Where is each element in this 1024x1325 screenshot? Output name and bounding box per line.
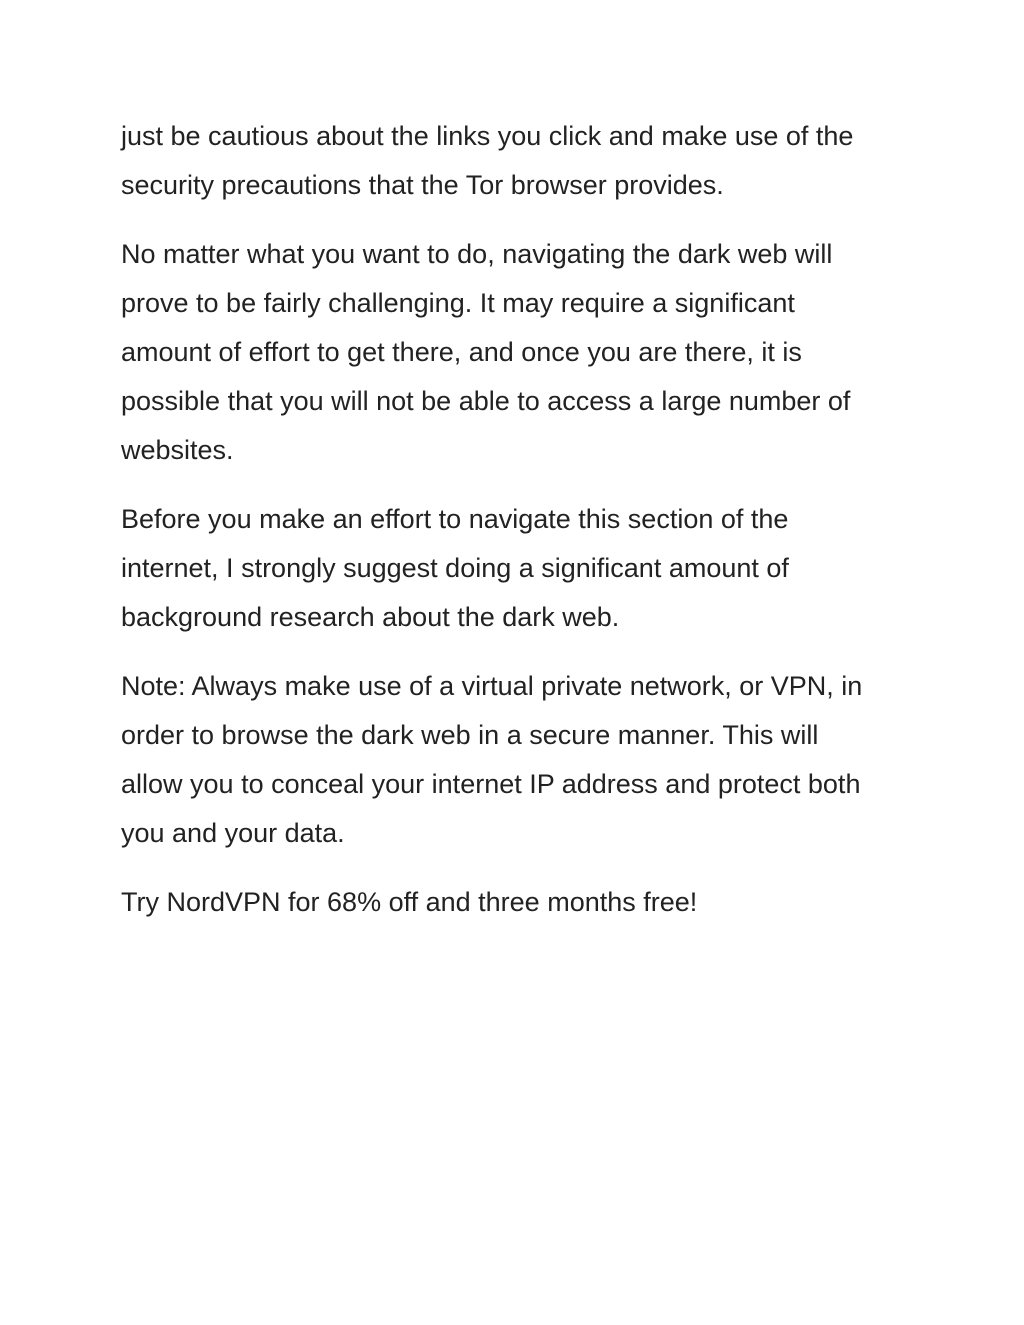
- paragraph-vpn-note: [121, 662, 921, 858]
- text-line: order to browse the dark web in a secure manner. This will: [121, 720, 819, 750]
- text-line: No matter what you want to do, navigating the dark web will: [121, 239, 833, 269]
- text-line: amount of effort to get there, and once you are there, it is: [121, 337, 802, 367]
- text-line: prove to be fairly challenging. It may require a significant: [121, 288, 795, 318]
- text-line: allow you to conceal your internet IP address and protect both: [121, 769, 861, 799]
- document-page: [121, 112, 921, 947]
- text-line: Before you make an effort to navigate this section of the: [121, 504, 789, 534]
- text-line: Note: Always make use of a virtual private network, or VPN, in: [121, 671, 863, 701]
- text-line: Try NordVPN for 68% off and three months free!: [121, 887, 698, 917]
- text-line: websites.: [121, 435, 234, 465]
- text-line: internet, I strongly suggest doing a significant amount of: [121, 553, 789, 583]
- text-line: security precautions that the Tor browser provides.: [121, 170, 724, 200]
- text-line: background research about the dark web.: [121, 602, 620, 632]
- paragraph-background-research: [121, 495, 921, 642]
- text-line: just be cautious about the links you click and make use of the: [121, 121, 854, 151]
- paragraph-tor-caution: [121, 112, 921, 210]
- paragraph-navigation-challenge: [121, 230, 921, 475]
- text-line: possible that you will not be able to access a large number of: [121, 386, 851, 416]
- text-line: you and your data.: [121, 818, 345, 848]
- paragraph-nordvpn-offer: [121, 878, 921, 927]
